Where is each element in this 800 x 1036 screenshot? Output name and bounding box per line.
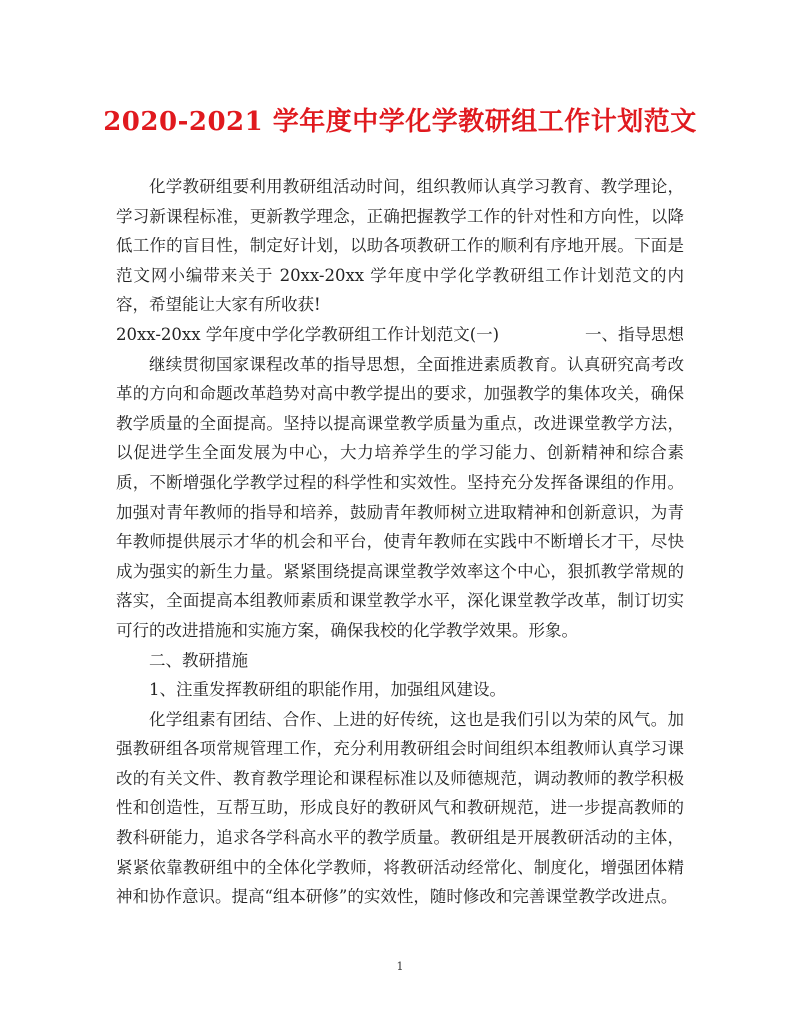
plan-subtitle: 20xx-20xx 学年度中学化学教研组工作计划范文(一) — [116, 324, 500, 344]
section1-heading: 一、指导思想 — [585, 324, 684, 344]
document-body — [116, 172, 684, 912]
document-title: 2020-2021 学年度中学化学教研组工作计划范文 — [103, 107, 697, 137]
page-number: 1 — [396, 960, 404, 973]
item1-paragraph: 化学组素有团结、合作、上进的好传统，这也是我们引以为荣的风气。加强教研组各项常规管理工作，充分利用教研组会时间组织本组教师认真学习课改的有关文件、教育教学理论和课程标准以及师德规范，调动教师的教学积极性和创造性，互帮互助，形成良好的教研风气和教研规范，进一步提高教师的教科研能力，追求各学科高水平的教学质量。教研组是开展教研活动的主体，紧紧依靠教研组中的全体化学教师，将教研活动经常化、制度化，增强团体精神和协作意识。提高“组本研修”的实效性，随时修改和完善课堂教学改进点。 — [116, 709, 684, 907]
section1-paragraph: 继续贯彻国家课程改革的指导思想，全面推进素质教育。认真研究高考改革的方向和命题改革趋势对高中教学提出的要求，加强教学的集体攻关，确保教学质量的全面提高。坚持以提高课堂教学质量为重点，改进课堂教学方法，以促进学生全面发展为中心，大力培养学生的学习能力、创新精神和综合素质，不断增强化学教学过程的科学性和实效性。坚持充分发挥备课组的作用。加强对青年教师的指导和培养，鼓励青年教师树立进取精神和创新意识，为青年教师提供展示才华的机会和平台，使青年教师在实践中不断增长才干，尽快成为强实的新生力量。紧紧围绕提高课堂教学效率这个中心，狠抓教学常规的落实，全面提高本组教师素质和课堂教学水平，深化课堂教学改革，制订切实可行的改进措施和实施方案，确保我校的化学教学效果。形象。 — [116, 354, 684, 640]
item1-heading: 1、注重发挥教研组的职能作用，加强组风建设。 — [149, 680, 506, 700]
subtitle-line — [116, 320, 684, 350]
section2-heading: 二、教研措施 — [149, 650, 248, 670]
intro-paragraph: 化学教研组要利用教研组活动时间，组织教师认真学习教育、教学理论，学习新课程标准，更新教学理念，正确把握教学工作的针对性和方向性，以降低工作的盲目性，制定好计划，以助各项教研工作的顺利有序地开展。下面是范文网小编带来关于 20xx-20xx 学年度中学化学教研组工作计划范文的内容，希望能让大家有所收获! — [116, 177, 684, 315]
